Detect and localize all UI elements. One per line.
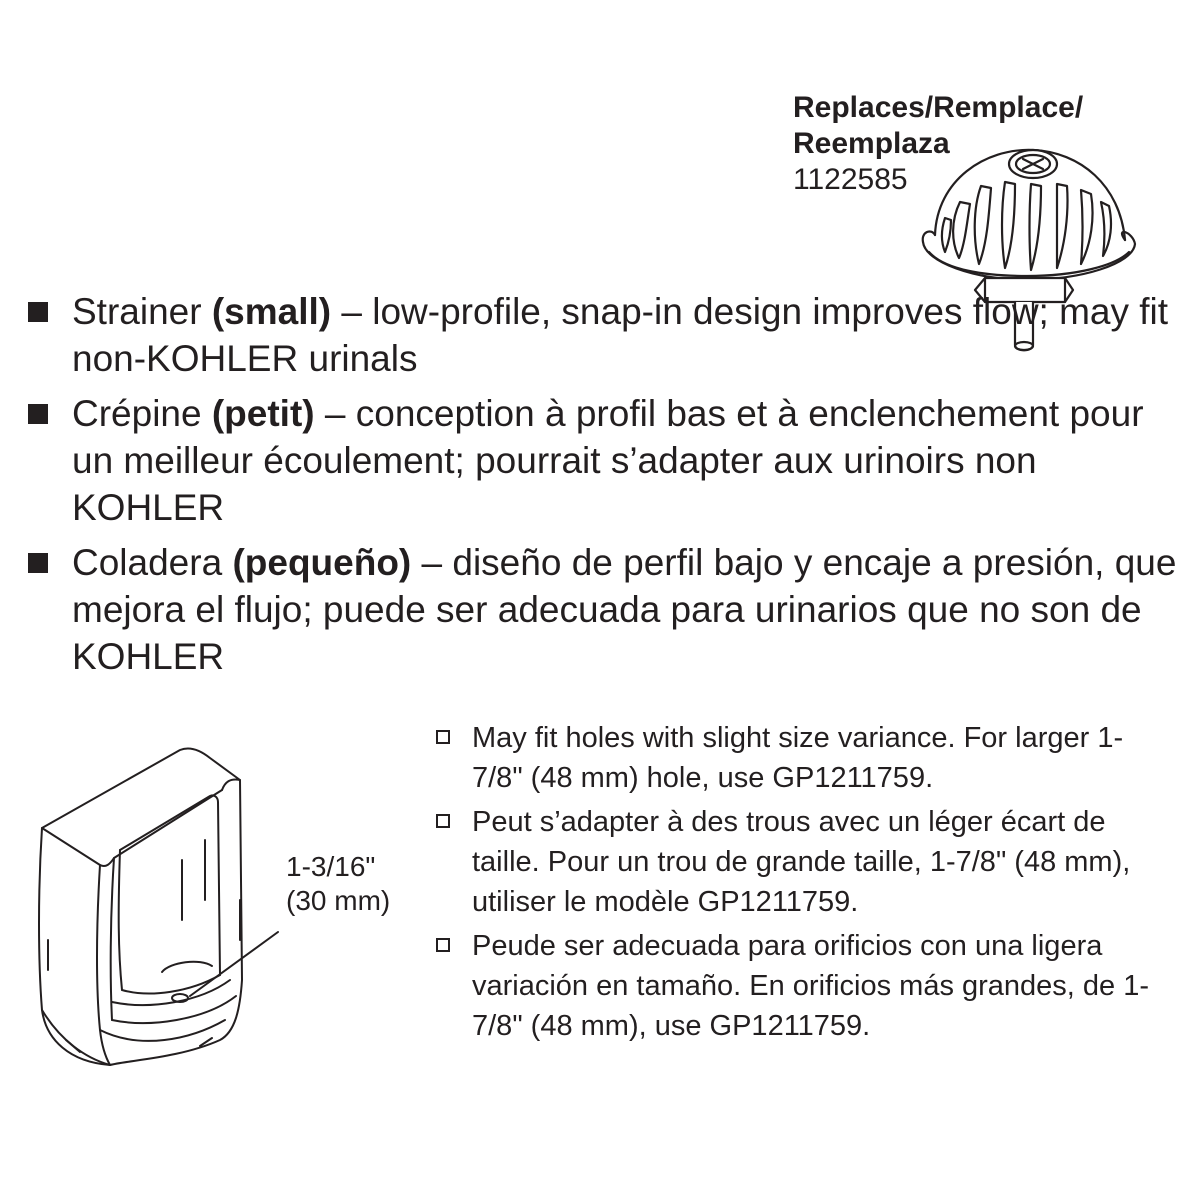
replaced-part-number: 1122585 <box>793 163 908 196</box>
feature-description: – diseño de perfil bajo y encaje a presión, que mejora el flujo; puede ser adecuada para urinarios que no son de KOHLER <box>72 542 1177 677</box>
note-text: Peut s’adapter à des trous avec un léger écart de taille. Pour un trou de grande taille, 1-7/8" (48 mm), utiliser le modèle GP1211759. <box>472 806 1131 918</box>
note-item-french <box>436 802 1156 922</box>
open-square-bullet-icon <box>436 938 450 952</box>
feature-item-french <box>28 390 1178 531</box>
feature-item-spanish <box>28 539 1178 680</box>
note-text: Peude ser adecuada para orificios con una ligera variación en tamaño. En orificios más grandes, de 1-7/8" (48 mm), use GP1211759. <box>472 930 1150 1042</box>
feature-size: (pequeño) <box>232 542 412 583</box>
feature-size: (petit) <box>211 393 315 434</box>
open-square-bullet-icon <box>436 730 450 744</box>
note-item-spanish <box>436 926 1156 1046</box>
feature-list <box>28 288 1178 688</box>
bullet-square-icon <box>28 553 48 573</box>
replaces-label-line1: Replaces/Remplace/ <box>793 91 1084 124</box>
feature-item-english <box>28 288 1178 382</box>
open-square-bullet-icon <box>436 814 450 828</box>
replaces-label-line2: Reemplaza <box>793 127 950 160</box>
feature-name: Strainer <box>72 291 202 332</box>
feature-name: Crépine <box>72 393 202 434</box>
note-item-english <box>436 718 1156 798</box>
feature-name: Coladera <box>72 542 223 583</box>
feature-description: – low-profile, snap-in design improves flow; may fit non-KOHLER urinals <box>72 291 1169 379</box>
feature-description: – conception à profil bas et à enclenchement pour un meilleur écoulement; pourrait s’adapter aux urinoirs non KOHLER <box>72 393 1144 528</box>
notes-list <box>436 718 1156 1050</box>
dimension-metric: (30 mm) <box>286 885 391 916</box>
bullet-square-icon <box>28 302 48 322</box>
bullet-square-icon <box>28 404 48 424</box>
feature-size: (small) <box>211 291 332 332</box>
note-text: May fit holes with slight size variance. For larger 1-7/8" (48 mm) hole, use GP1211759. <box>472 722 1124 794</box>
hole-dimension-label <box>286 850 390 918</box>
dimension-imperial: 1-3/16" <box>286 851 376 882</box>
